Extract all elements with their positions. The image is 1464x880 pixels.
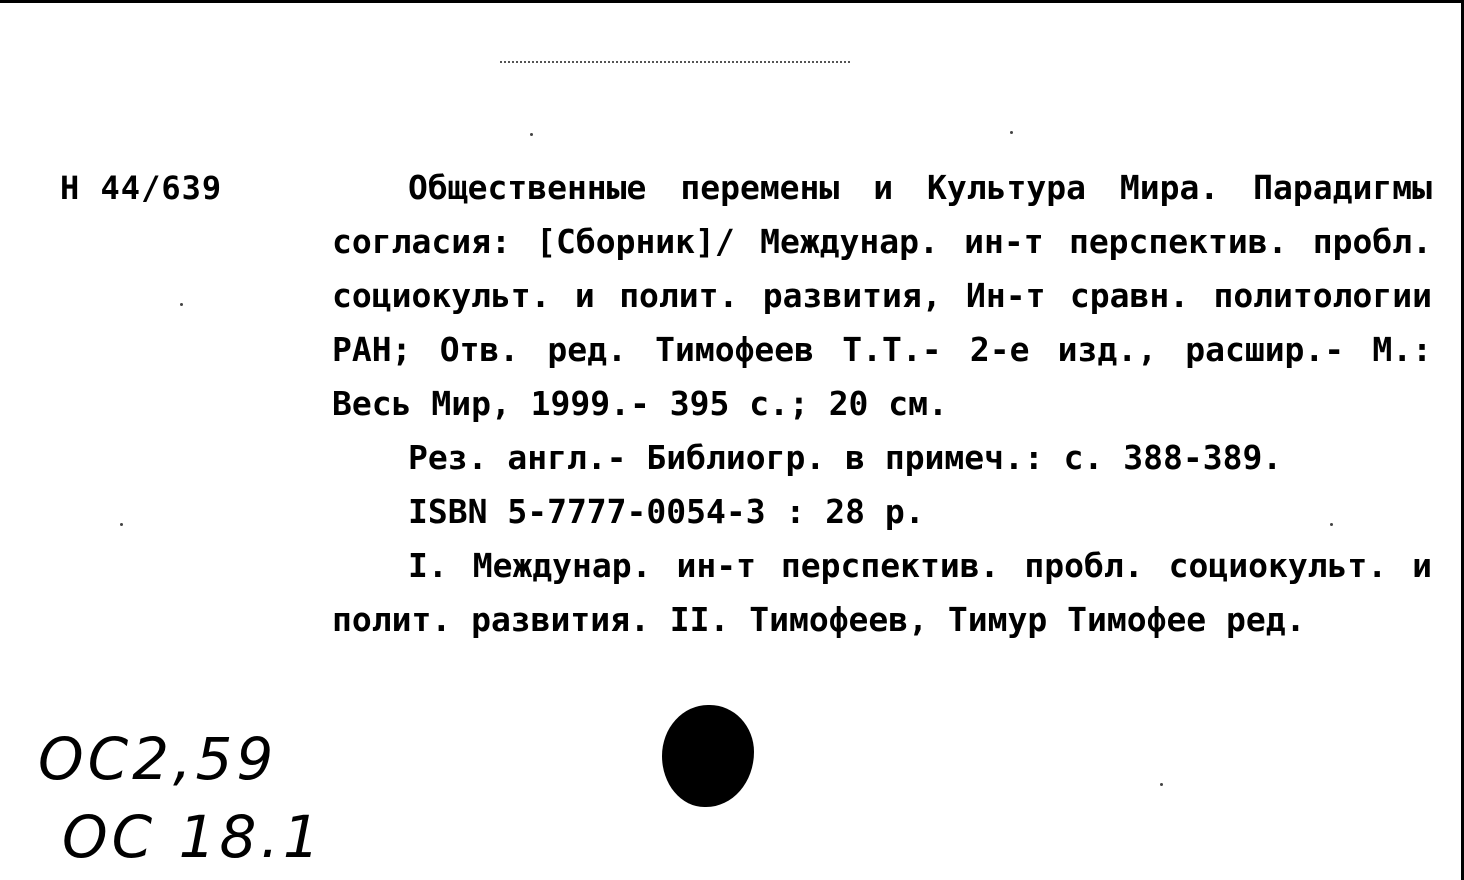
- bibliography-note: Рез. англ.- Библиогр. в примеч.: с. 388-389.: [408, 438, 1283, 477]
- scan-speck: [1330, 523, 1333, 526]
- top-dotted-rule: [500, 61, 850, 63]
- scan-speck: [1160, 783, 1163, 786]
- isbn-price: ISBN 5-7777-0054-3 : 28 р.: [408, 492, 925, 531]
- call-number: Н 44/639: [60, 169, 223, 207]
- tracings: I. Междунар. ин-т перспектив. пробл. социокульт. и полит. развития. II. Тимофеев, Тимур Тимофее ред.: [332, 546, 1432, 639]
- scan-speck: [120, 523, 123, 526]
- handwritten-code-1: ОС2,59: [38, 725, 278, 793]
- main-description: Общественные перемены и Культура Мира. Парадигмы согласия: [Сборник]/ Междунар. ин-т перспектив. пробл. социокульт. и полит. развития, Ин-т сравн. политологии РАН; Отв. ред. Тимофеев Т.Т.- 2-е изд., расшир.- М.: Весь Мир, 1999.- 395 с.; 20 см.: [332, 168, 1432, 423]
- scan-speck: [1010, 131, 1013, 134]
- ink-blot: [662, 705, 754, 807]
- scan-speck: [530, 133, 533, 136]
- scan-speck: [180, 303, 183, 306]
- bibliographic-entry: [332, 161, 1432, 647]
- handwritten-code-2: ОС 18.1: [62, 803, 324, 871]
